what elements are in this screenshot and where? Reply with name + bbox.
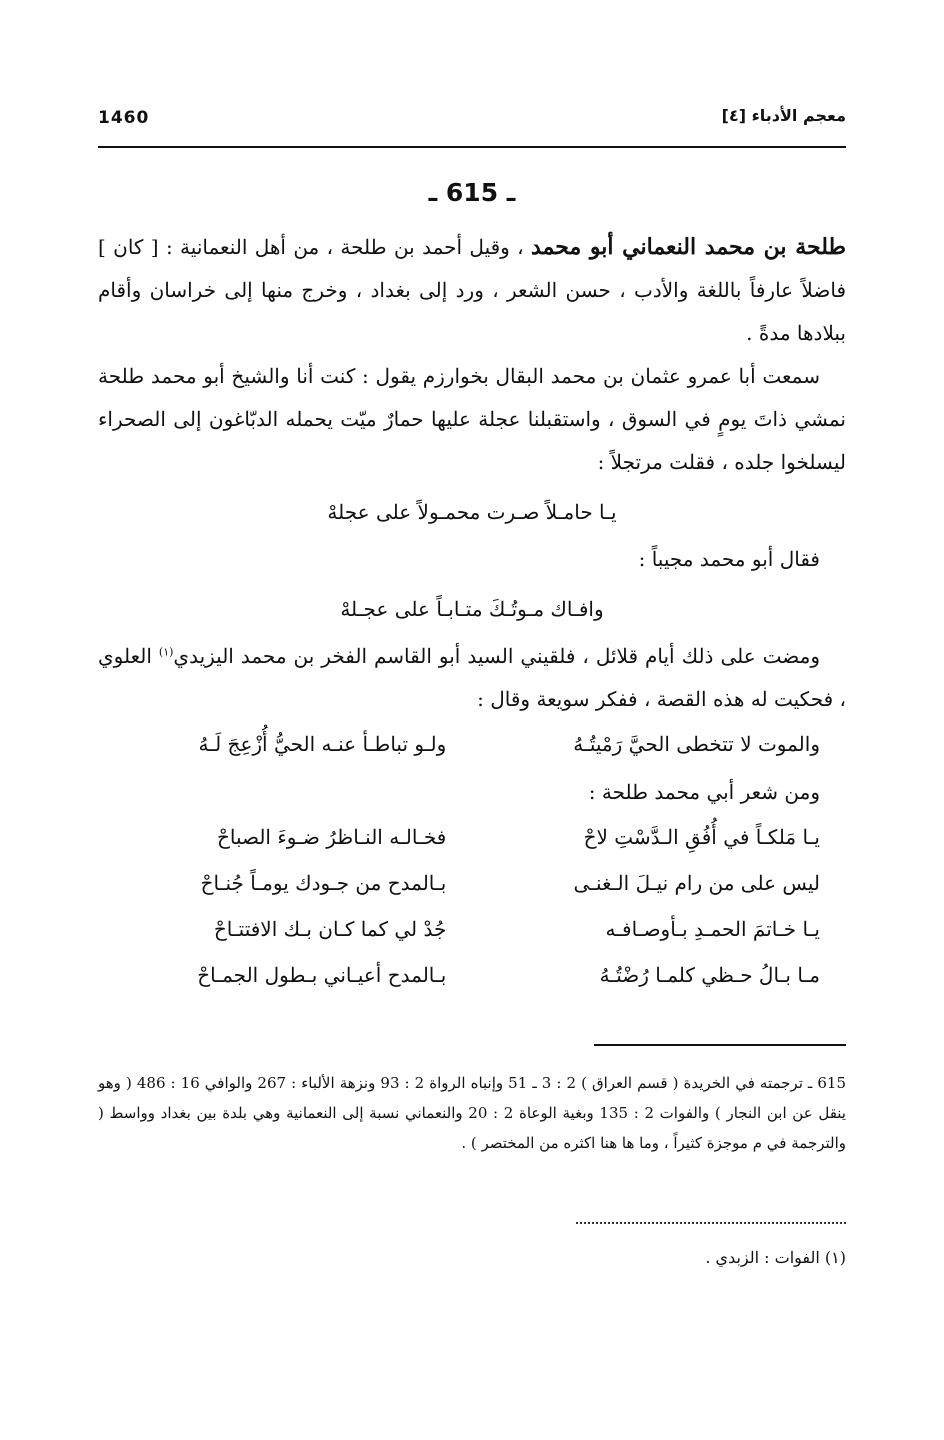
continuation-text-a: ومضت على ذلك أيام قلائل ، فلقيني السيد أبو القاسم الفخر بن محمد اليزيدي <box>173 644 821 668</box>
page-number: 1460 <box>98 108 150 128</box>
narration-paragraph: سمعت أبا عمرو عثمان بن محمد البقال بخوارزم يقول : كنت أنا والشيخ أبو محمد طلحة نمشي ذاتَ يومٍ في السوق ، واستقبلنا عجلة عليها حمارٌ ميّت يحمله الدبّاغون إلى الصحراء ليسلخوا جلده ، فقلت مرتجلاً : <box>98 364 846 474</box>
hemistich-first: يـا مَلكـاً في أُفُقِ الـدَّسْتِ لاحْ <box>583 825 820 849</box>
hemistich-first: يـا خـاتمَ الحمـدِ بـأوصـافـه <box>605 917 820 941</box>
reply-intro: فقال أبو محمد مجيباً : <box>638 547 820 571</box>
entry-intro-text: ، وقيل أحمد بن طلحة ، من أهل النعمانية : [ كان ] فاضلاً عارفاً باللغة والأدب ، حسن الشعر ، ورد إلى بغداد ، وخرج منها إلى خراسان وأقام ببلادها مدةً . <box>98 235 846 345</box>
verse-line-1: يـا حامـلاً صـرت محمـولاً على عجلهْ <box>327 500 617 524</box>
hemistich-first: ليس على من رام نيـلَ الـغنـى <box>573 871 820 895</box>
hemistich-second: بـالمدح من جـودك يومـاً جُنـاحْ <box>200 871 447 895</box>
poem-line <box>98 860 846 906</box>
couplet <box>98 721 846 767</box>
entry-body <box>98 226 846 998</box>
hemistich-second: ولـو تباطـأ عنـه الحيُّ أُزْعِجَ لَـهُ <box>198 732 447 756</box>
dotted-separator <box>576 1222 846 1224</box>
page-header <box>98 98 846 138</box>
hemistich-second: فخـالـه النـاظرُ ضـوءَ الصباحْ <box>216 825 447 849</box>
footnote: (١) الفوات : الزبدي . <box>705 1248 846 1267</box>
source-note-text: 615 ـ ترجمته في الخريدة ( قسم العراق ) 2 : 3 ـ 51 وإنباه الرواة 2 : 93 ونزهة الألباء : 267 والوافي 16 : 486 ( وهو ينقل عن ابن النجار ) والفوات 2 : 135 وبغية الوعاة 2 : 20 والنعماني نسبة إلى النعمانية وهي بلدة بين بغداد وواسط ( والترجمة في م موجزة كثيراً ، وما ها هنا اكثره من المختصر ) . <box>98 1074 847 1152</box>
footnote-rule <box>594 1044 846 1046</box>
running-title: معجم الأدباء [٤] <box>721 106 846 125</box>
entry-number: ـ 615 ـ <box>428 178 516 207</box>
entry-name: طلحة بن محمد النعماني أبو محمد <box>531 234 846 260</box>
continuation-paragraph <box>98 635 846 721</box>
source-note <box>98 1068 846 1158</box>
poem-line <box>98 906 846 952</box>
hemistich-first: مـا بـالُ حـظي كلمـا رُضْتُـهُ <box>599 963 820 987</box>
hemistich-first: والموت لا تتخطى الحيَّ رَمْيتُـهُ <box>573 732 820 756</box>
poetry-intro: ومن شعر أبي محمد طلحة : <box>588 780 820 804</box>
footnote-reference: (١) <box>158 645 174 659</box>
continuation-text-b: العلوي ، فحكيت له هذه القصة ، ففكر سويعة وقال : <box>98 644 846 711</box>
poem-line <box>98 952 846 998</box>
verse-line-2: وافـاك مـوتُـكَ متـابـاً على عجـلهْ <box>340 597 604 621</box>
hemistich-second: بـالمدح أعيـاني بـطول الجمـاحْ <box>197 963 447 987</box>
header-rule <box>98 146 846 148</box>
entry-intro <box>98 226 846 355</box>
hemistich-second: جُدْ لي كما كـان بـك الافتتـاحْ <box>213 917 447 941</box>
poem-line <box>98 814 846 860</box>
